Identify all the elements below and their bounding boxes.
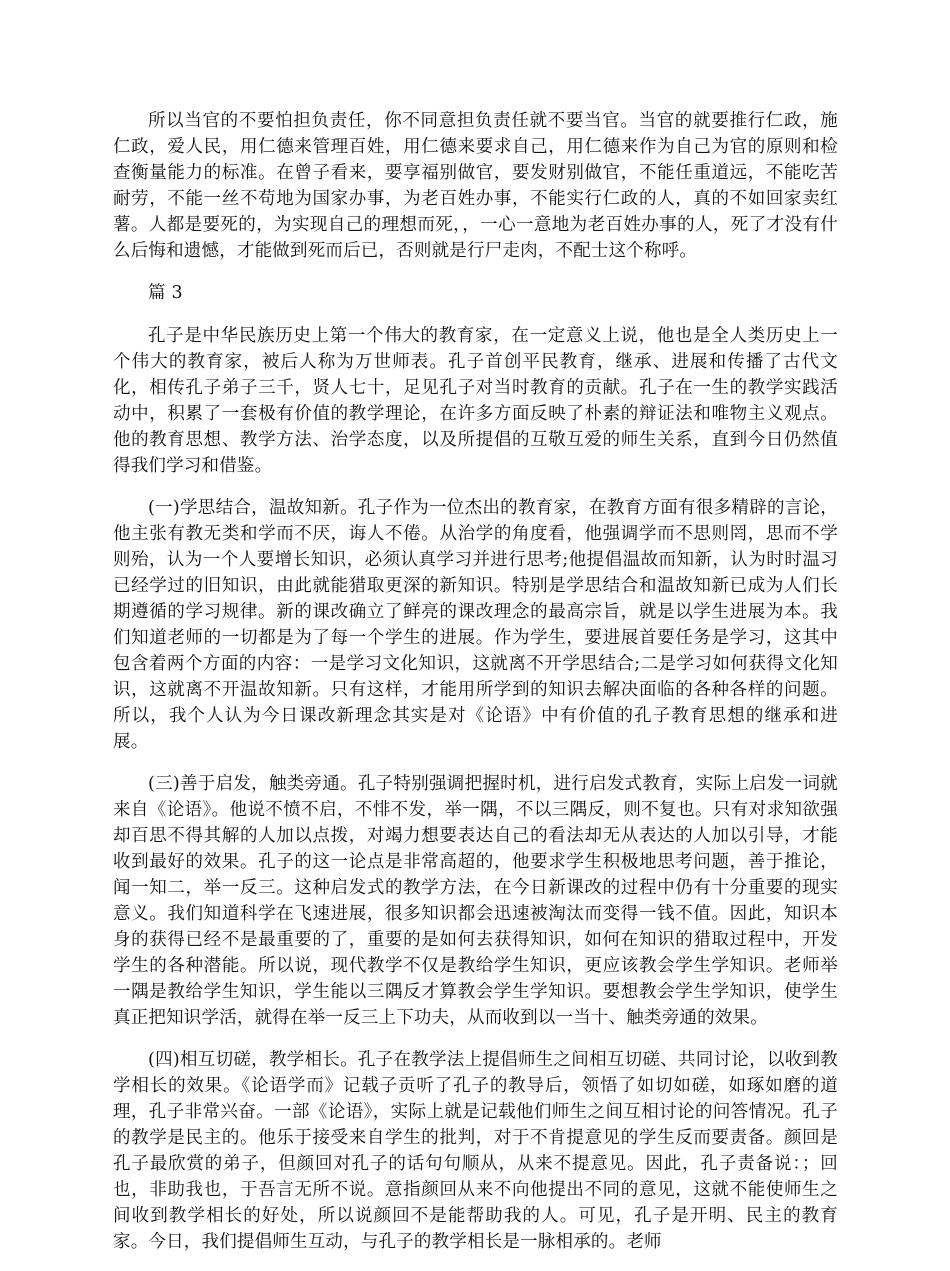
paragraph-heuristic-teaching: (三)善于启发，触类旁通。孔子特别强调把握时机，进行启发式教育，实际上启发一词就来自《论语》。他说不愤不启，不悱不发，举一隅，不以三隅反，则不复也。只有对求知欲强却百思不得其解的人加以点拨，对竭力想要表达自己的看法却无从表达的人加以引导，才能收到最好的效果。孔子的这一论点是非常高超的，他要求学生积极地思考问题，善于推论，闻一知二，举一反三。这种启发式的教学方法，在今日新课改的过程中仍有十分重要的现实意义。我们知道科学在飞速进展，很多知识都会迅速被淘汰而变得一钱不值。因此，知识本身的获得已经不是最重要的了，重要的是如何去获得知识，如何在知识的猎取过程中，开发学生的各种潜能。所以说，现代教学不仅是教给学生知识，更应该教会学生学知识。老师举一隅是教给学生知识，学生能以三隅反才算教会学生学知识。要想教会学生学知识，使学生真正把知识学活，就得在举一反三上下功夫，从而收到以一当十、触类旁通的效果。	[113, 774, 838, 1028]
paragraph-study-and-review: (一)学思结合，温故知新。孔子作为一位杰出的教育家，在教育方面有很多精辟的言论，他主张有教无类和学而不厌，诲人不倦。从治学的角度看，他强调学而不思则罔，思而不学则殆，认为一个人要增长知识，必须认真学习并进行思考;他提倡温故而知新，认为时时温习已经学过的旧知识，由此就能猎取更深的新知识。特别是学思结合和温故知新已成为人们长期遵循的学习规律。新的课改确立了鲜亮的课改理念的最高宗旨，就是以学生进展为本。我们知道老师的一切都是为了每一个学生的进展。作为学生，要进展首要任务是学习，这其中包含着两个方面的内容：一是学习文化知识，这就离不开学思结合;二是学习如何获得文化知识，这就离不开温故知新。只有这样，才能用所学到的知识去解决面临的各种各样的问题。所以，我个人认为今日课改新理念其实是对《论语》中有价值的孔子教育思想的继承和进展。	[113, 498, 838, 752]
section-heading: 篇 3	[148, 283, 183, 303]
paragraph-mutual-discussion: (四)相互切磋，教学相长。孔子在教学法上提倡师生之间相互切磋、共同讨论，以收到教学相长的效果。《论语学而》记载子贡听了孔子的教导后，领悟了如切如磋，如琢如磨的道理，孔子非常兴奋。一部《论语》，实际上就是记载他们师生之间互相讨论的问答情况。孔子的教学是民主的。他乐于接受来自学生的批判，对于不肯提意见的学生反而要责备。颜回是孔子最欣赏的弟子，但颜回对孔子的话句句顺从，从来不提意见。因此，孔子责备说：；回也，非助我也，于吾言无所不说。意指颜回从来不向他提出不同的意见，这就不能使师生之间收到教学相长的好处，所以说颜回不是能帮助我的人。可见，孔子是开明、民主的教育家。今日，我们提倡师生互动，与孔子的教学相长是一脉相承的。老师	[113, 1050, 838, 1252]
paragraph-confucius-intro: 孔子是中华民族历史上第一个伟大的教育家，在一定意义上说，他也是全人类历史上一个伟大的教育家，被后人称为万世师表。孔子首创平民教育，继承、进展和传播了古代文化，相传孔子弟子三千，贤人七十，足见孔子对当时教育的贡献。孔子在一生的教学实践活动中，积累了一套极有价值的教学理论，在许多方面反映了朴素的辩证法和唯物主义观点。他的教育思想、教学方法、治学态度，以及所提倡的互敬互爱的师生关系，直到今日仍然值得我们学习和借鉴。	[113, 326, 838, 476]
paragraph-official-duty: 所以当官的不要怕担负责任，你不同意担负责任就不要当官。当官的就要推行仁政，施仁政，爱人民，用仁德来管理百姓，用仁德来要求自己，用仁德来作为自己为官的原则和检查衡量能力的标准。在曾子看来，要享福别做官，要发财别做官，不能任重道远，不能吃苦耐劳，不能一丝不苟地为国家办事，为老百姓办事，不能实行仁政的人，真的不如回家卖红薯。人都是要死的，为实现自己的理想而死，，一心一意地为老百姓办事的人，死了才没有什么后悔和遗憾，才能做到死而后已，否则就是行尸走肉，不配士这个称呼。	[113, 111, 838, 261]
document-body	[113, 108, 838, 1271]
